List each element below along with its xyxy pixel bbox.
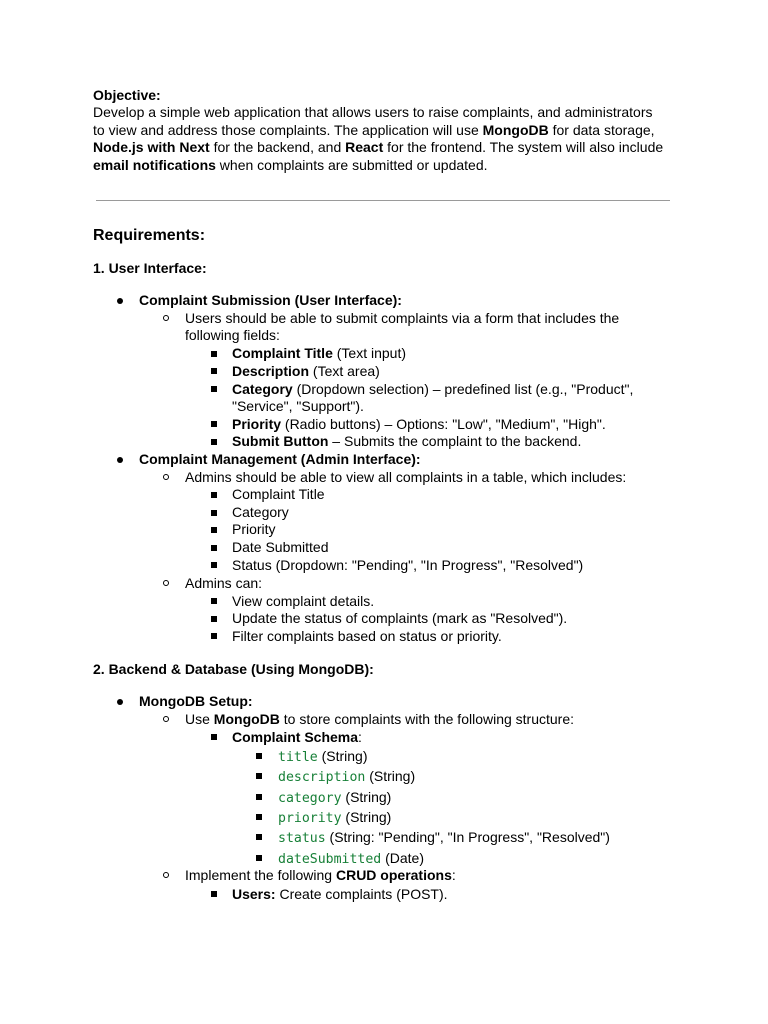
square-bullet-icon <box>211 421 217 427</box>
admin-action: View complaint details. <box>232 593 375 609</box>
admins-can-label: Admins can: <box>185 575 263 591</box>
requirements-heading: Requirements: <box>93 227 206 244</box>
objective-line-2: to view and address those complaints. The application will use MongoDB for data storage, <box>93 122 655 138</box>
square-bullet-icon <box>211 616 217 622</box>
square-bullet-icon <box>211 734 217 740</box>
complaint-management-title: Complaint Management (Admin Interface): <box>139 451 421 467</box>
submission-desc-line-1: Users should be able to submit complaints via a form that includes the <box>185 310 620 326</box>
objective-line-3: Node.js with Next for the backend, and React for the frontend. The system will also include <box>93 139 664 155</box>
column-item: Category <box>232 504 289 520</box>
schema-field: dateSubmitted (Date) <box>278 850 425 867</box>
field-priority: Priority (Radio buttons) – Options: "Low", "Medium", "High". <box>232 416 606 432</box>
admin-action: Filter complaints based on status or priority. <box>232 628 502 644</box>
column-item: Date Submitted <box>232 539 329 555</box>
circle-bullet-icon <box>163 580 169 586</box>
square-bullet-icon <box>211 386 217 392</box>
disc-bullet-icon <box>117 699 123 705</box>
square-bullet-icon <box>211 510 217 516</box>
square-bullet-icon <box>211 891 217 897</box>
square-bullet-icon <box>256 794 262 800</box>
square-bullet-icon <box>211 562 217 568</box>
column-item: Status (Dropdown: "Pending", "In Progress", "Resolved") <box>232 557 584 573</box>
field-category-cont: "Service", "Support"). <box>232 398 364 414</box>
schema-field: priority (String) <box>278 809 392 826</box>
circle-bullet-icon <box>163 474 169 480</box>
square-bullet-icon <box>211 439 217 445</box>
square-bullet-icon <box>256 753 262 759</box>
square-bullet-icon <box>256 855 262 861</box>
schema-field: status (String: "Pending", "In Progress", "Resolved") <box>278 829 610 846</box>
disc-bullet-icon <box>117 457 123 463</box>
complaint-submission-title: Complaint Submission (User Interface): <box>139 292 402 308</box>
field-submit-button: Submit Button – Submits the complaint to the backend. <box>232 433 582 449</box>
section-1-heading: 1. User Interface: <box>93 260 207 276</box>
crud-line: Implement the following CRUD operations: <box>185 867 456 883</box>
schema-field: title (String) <box>278 748 368 765</box>
admin-action: Update the status of complaints (mark as "Resolved"). <box>232 610 568 626</box>
square-bullet-icon <box>211 368 217 374</box>
objective-line-4: email notifications when complaints are submitted or updated. <box>93 157 488 173</box>
square-bullet-icon <box>256 834 262 840</box>
mongodb-setup-title: MongoDB Setup: <box>139 693 253 709</box>
management-desc: Admins should be able to view all complaints in a table, which includes: <box>185 469 627 485</box>
square-bullet-icon <box>211 598 217 604</box>
schema-field: category (String) <box>278 789 392 806</box>
column-item: Complaint Title <box>232 486 325 502</box>
column-item: Priority <box>232 521 276 537</box>
submission-desc-line-2: following fields: <box>185 327 280 343</box>
circle-bullet-icon <box>163 315 169 321</box>
field-category: Category (Dropdown selection) – predefined list (e.g., "Product", <box>232 381 634 397</box>
schema-field: description (String) <box>278 768 416 785</box>
objective-label: Objective: <box>93 87 161 103</box>
square-bullet-icon <box>211 545 217 551</box>
objective-line-1: Develop a simple web application that allows users to raise complaints, and administrators <box>93 104 653 120</box>
square-bullet-icon <box>211 633 217 639</box>
square-bullet-icon <box>256 773 262 779</box>
horizontal-divider <box>96 200 670 201</box>
disc-bullet-icon <box>117 298 123 304</box>
square-bullet-icon <box>256 814 262 820</box>
square-bullet-icon <box>211 527 217 533</box>
schema-label: Complaint Schema: <box>232 729 362 745</box>
mongodb-use-line: Use MongoDB to store complaints with the following structure: <box>185 711 575 727</box>
circle-bullet-icon <box>163 716 169 722</box>
field-complaint-title: Complaint Title (Text input) <box>232 345 406 361</box>
square-bullet-icon <box>211 351 217 357</box>
circle-bullet-icon <box>163 872 169 878</box>
field-description: Description (Text area) <box>232 363 380 379</box>
section-2-heading: 2. Backend & Database (Using MongoDB): <box>93 661 374 677</box>
square-bullet-icon <box>211 492 217 498</box>
crud-users-item: Users: Create complaints (POST). <box>232 886 448 902</box>
